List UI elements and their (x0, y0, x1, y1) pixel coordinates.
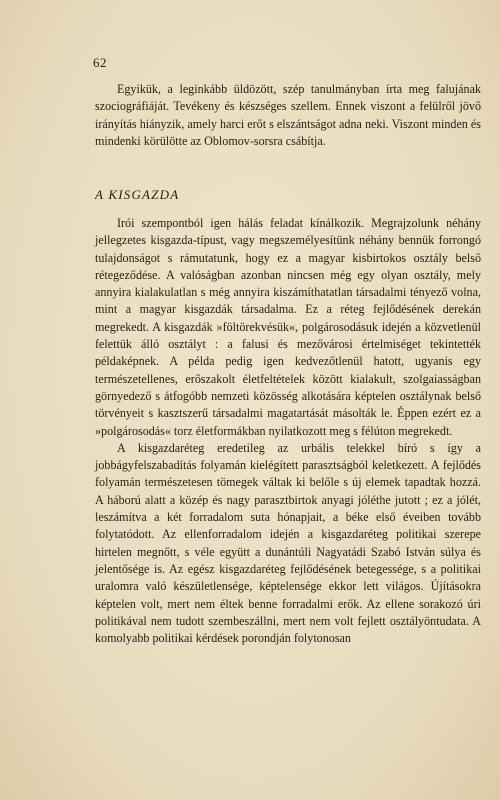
main-text-block (95, 215, 481, 647)
body-paragraph-2: A kisgazdaréteg eredetileg az urbális telekkel bíró s így a jobbágyfelszabadítás folyamán kielégített parasztságból keletkezett. A fejlődés folyamán természetesen tömegek váltak ki belőle s új elemek tapadtak hozzá. A háború alatt a közép és nagy parasztbirtok anyagi jóléthe jutott ; ez a jólét, leszámítva a két forradalom suta hónapjait, a béke első éveiben tovább folytatódott. Az ellenforradalom idején a kisgazdaréteg politikai szerepe hirtelen megnőtt, s véle együtt a dunántúli Nagyatádi Szabó István súlya és jelentősége is. Az egész kisgazdaréteg fejlődésének betegessége, s a politikai uralomra való készületlensége, képtelensége ekkor lett világos. Újításokra képtelen volt, mert nem éltek benne forradalmi erők. Az ellene sorakozó úri politikával nem tudott szembeszállni, mert nem volt fejlett osztályöntudata. A komolyabb politikai kérdések porondján folytonosan (95, 440, 481, 646)
page-number: 62 (93, 55, 107, 70)
section-heading: A KISGAZDA (95, 187, 180, 202)
body-paragraph-1: Irói szempontból igen hálás feladat kínálkozik. Megrajzolunk néhány jellegzetes kisgazda-típust, vagy megszemélyesítünk néhány bennük forrongó tulajdonságot s rámutatunk, hogy ez a magyar kisbirtokos osztály belső rétegeződése. A valóságban azonban nincsen még egy olyan osztály, mely annyira kialakulatlan s még annyira kiszámíthatatlan társadalmi tényező volna, mint a magyar kisgazdák társadalma. Ez a réteg fejlődésének derekán megrekedt. A kisgazdák »föltörekvésük«, polgárosodásuk idején a közvetlenül felettük álló osztályt : a falusi és mezővárosi értelmiséget tekintették példaképnek. A példa pedig igen kedvezőtlenül hatott, ugyanis egy természetellenes, erőszakolt életfeltételek között kialakult, szolgaiasságban görnyedező s átfogóbb nemzeti közösség alkotására képtelen osztálynak belső törvényeit s kasztszerű társadalmi magatartását másolták le. Éppen ezért ez a »polgárosodás« torz életformákban nyilatkozott meg s félúton megrekedt. (95, 216, 481, 438)
intro-paragraph: Egyikük, a leginkább üldözött, szép tanulmányban írta meg falujának szociográfiáját. Tevékeny és készséges szellem. Ennek viszont a felülről jövő irányítás hiányzik, amely harci erőt s elszántságot adna neki. Viszont minden és mindenki körülötte az Oblomov-sorsra csábítja. (95, 82, 481, 148)
intro-text-block (95, 81, 481, 150)
